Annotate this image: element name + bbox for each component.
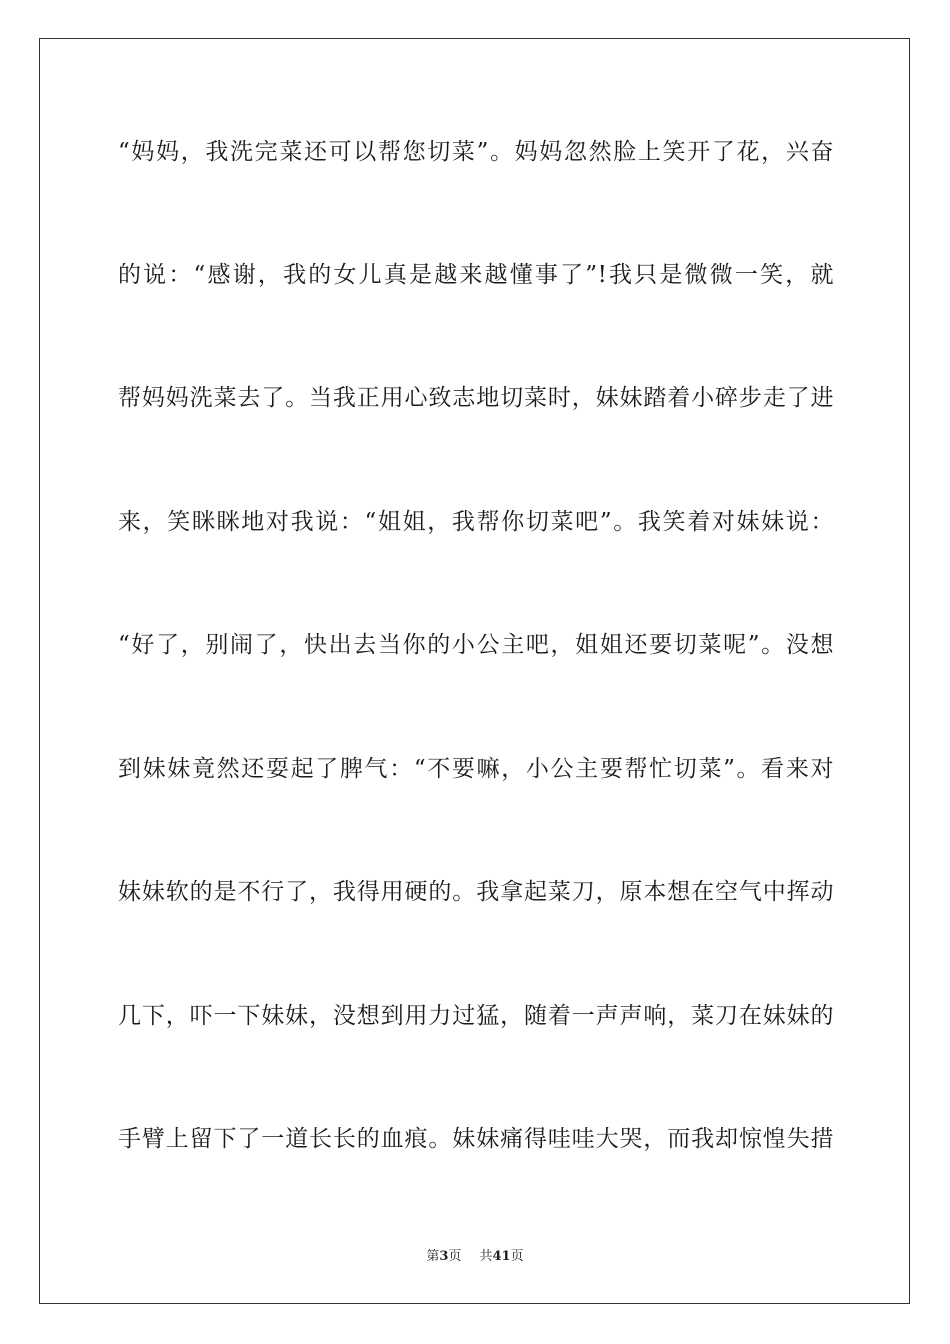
total-suffix: 页 (510, 1249, 524, 1264)
text-line-7: 妹妹软的是不行了，我得用硬的。我拿起菜刀，原本想在空气中挥动 (118, 879, 834, 905)
text-line-1: “妈妈，我洗完菜还可以帮您切菜”。妈妈忽然脸上笑开了花，兴奋 (118, 139, 834, 165)
text-line-4: 来，笑眯眯地对我说：“姐姐，我帮你切菜吧”。我笑着对妹妹说： (118, 509, 834, 535)
page-border (39, 38, 910, 1304)
page-footer (0, 1248, 950, 1266)
page-prefix: 第 (426, 1249, 440, 1264)
total-prefix: 共 (479, 1249, 493, 1264)
text-line-9: 手臂上留下了一道长长的血痕。妹妹痛得哇哇大哭，而我却惊惶失措 (118, 1126, 834, 1152)
text-line-6: 到妹妹竟然还耍起了脾气：“不要嘛，小公主要帮忙切菜”。看来对 (118, 756, 834, 782)
text-line-3: 帮妈妈洗菜去了。当我正用心致志地切菜时，妹妹踏着小碎步走了进 (118, 385, 834, 411)
text-line-5: “好了，别闹了，快出去当你的小公主吧，姐姐还要切菜呢”。没想 (118, 632, 834, 658)
text-line-2: 的说：“感谢，我的女儿真是越来越懂事了”!我只是微微一笑，就 (118, 262, 834, 288)
total-pages: 41 (492, 1249, 511, 1264)
page-suffix: 页 (448, 1249, 462, 1264)
text-line-8: 几下，吓一下妹妹，没想到用力过猛，随着一声声响，菜刀在妹妹的 (118, 1003, 834, 1029)
page-number: 3 (439, 1249, 449, 1264)
